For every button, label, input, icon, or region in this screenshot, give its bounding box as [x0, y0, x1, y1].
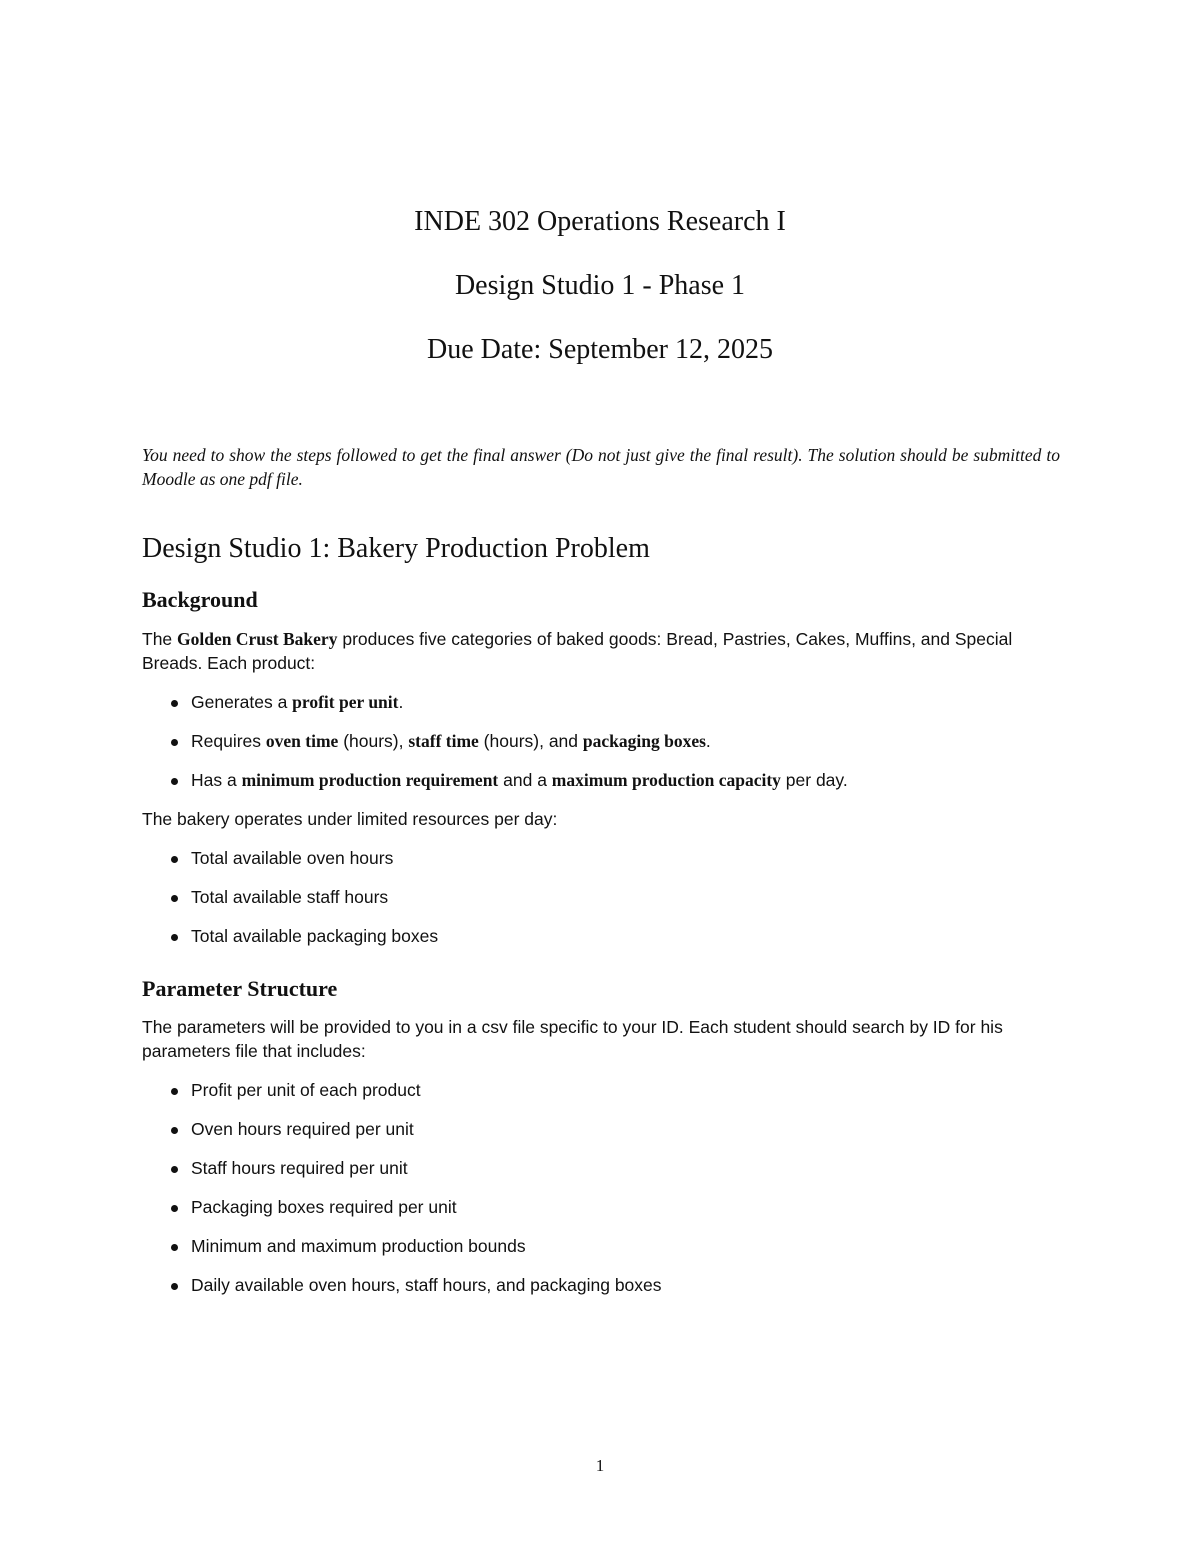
section-title: Design Studio 1: Bakery Production Problem: [142, 533, 650, 564]
list-item: Profit per unit of each product: [167, 1078, 1057, 1117]
list-item: Generates a profit per unit.: [167, 690, 1057, 729]
list-item: Has a minimum production requirement and a maximum production capacity per day.: [167, 768, 1057, 807]
list-item: Total available staff hours: [167, 885, 1057, 924]
page-number: 1: [595, 1456, 605, 1475]
intro-prefix: The: [142, 629, 178, 649]
list-item: Minimum and maximum production bounds: [167, 1234, 1057, 1273]
list-item: Oven hours required per unit: [167, 1117, 1057, 1156]
background-heading: Background: [142, 587, 258, 612]
list-item: Daily available oven hours, staff hours, and packaging boxes: [167, 1273, 1057, 1312]
bakery-name: Golden Crust Bakery: [177, 629, 338, 649]
bullet-icon: [171, 895, 178, 902]
bullet-icon: [171, 739, 178, 746]
bullet-icon: [171, 1088, 178, 1095]
assignment-title: Design Studio 1 - Phase 1: [454, 270, 746, 301]
bullet-icon: [171, 934, 178, 941]
bullet-icon: [171, 1166, 178, 1173]
course-title: INDE 302 Operations Research I: [414, 206, 786, 237]
list-item: Total available oven hours: [167, 846, 1057, 885]
list-item: Total available packaging boxes: [167, 924, 1057, 963]
bullet-icon: [171, 856, 178, 863]
parameters-intro: The parameters will be provided to you in a csv file specific to your ID. Each student should search by ID for his parameters file that includes:: [142, 1017, 1003, 1061]
list-item: Requires oven time (hours), staff time (hours), and packaging boxes.: [167, 729, 1057, 768]
bullet-icon: [171, 1283, 178, 1290]
bullet-icon: [171, 700, 178, 707]
parameters-list: [167, 1078, 1057, 1312]
bullet-icon: [171, 1244, 178, 1251]
resources-intro: The bakery operates under limited resources per day:: [142, 809, 558, 829]
parameters-heading: Parameter Structure: [142, 976, 338, 1001]
instructions-note: You need to show the steps followed to get the final answer (Do not just give the final result). The solution should be submitted to Moodle as one pdf file.: [142, 445, 1060, 489]
list-item: Staff hours required per unit: [167, 1156, 1057, 1195]
product-list: [167, 690, 1057, 807]
background-intro: [142, 627, 1060, 675]
due-date: Due Date: September 12, 2025: [426, 334, 774, 365]
bullet-icon: [171, 1205, 178, 1212]
resource-list: [167, 846, 1057, 963]
intro-suffix: produces five categories of baked goods: Bread, Pastries, Cakes, Muffins, and Special Breads. Each product:: [142, 629, 1013, 673]
bullet-icon: [171, 778, 178, 785]
bullet-icon: [171, 1127, 178, 1134]
list-item: Packaging boxes required per unit: [167, 1195, 1057, 1234]
